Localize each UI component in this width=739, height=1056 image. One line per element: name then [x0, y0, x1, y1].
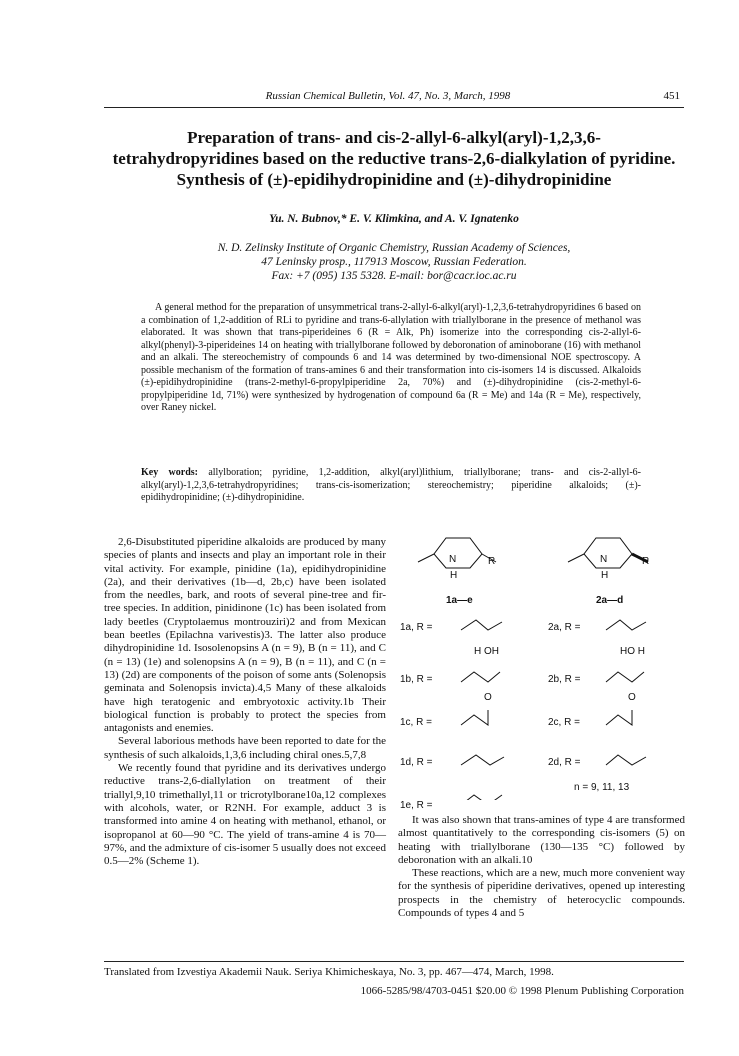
body-paragraph: 2,6-Disubstituted piperidine alkaloids are produced by many species of plants and insects and play an important role in their vital activity. For example, pinidine (1a), epidihydropinidine (2a), and their derivatives (1b—d, 2b,c) have been isolated from the needles, bark, and roots of several pine-tree and fir-tree species. In addition, pinidinone (1c) has been isolated from lady beetles (Cryptolaemus montrouziri)2 and from Mexican bean beetles (Epilachna varivestis)3. The latter also produce dihydropinidine 1d. Isosolenopsins A (n = 9), B (n = 11), and C (n = 13) (1e) and solenopsins A (n = 9), B (n = 11), and C (n = 13) (2d) are components of the poison of some ants (Solenopsis geminata and Solenopsis invicta).4,5 Many of these alkaloids have high teratogenic and embryotoxic activity.1b Their biological function is probably to protect the species from antagonists and enemies. [104, 536, 386, 735]
title-line-3: Synthesis of (±)-epidihydropinidine and (±)-dihydropinidine [176, 170, 612, 189]
running-header: Russian Chemical Bulletin, Vol. 47, No. 3, March, 1998 [265, 90, 511, 102]
entry-1b: 1b, R = [400, 674, 433, 685]
abstract-text: A general method for the preparation of unsymmetrical trans-2-allyl-6-alkyl(aryl)-1,2,3,6-tetrahydropyridines 6 based on a combination of 1,2-addition of RLi to pyridine and trans-6-allylation with triallylborane in the presence of methanol was elaborated. It was shown that trans-piperideines 6 (R = Alk, Ph) isomerize into the corresponding cis-2-allyl-6-alkyl(phenyl)-3-piperideines 14 on heating with triallylborane followed by deboronation of aminoborane (16) with methanol and an alkali. The stereochemistry of compounds 6 and 14 was determined by two-dimensional NOE spectroscopy. A possible mechanism of the formation of trans-amines 6 and their transformation into cis-isomers 14 is discussed. Alkaloids (±)-epidihydropinidine (trans-2-methyl-6-propylpiperidine 2a, 70%) and (±)-dihydropinidine (cis-2-methyl-6-propylpiperidine 1d, 71%) were synthesized by hydrogenation of compound 6a (R = Me) and 14a (R = Me), respectively, over Raney nickel. [141, 302, 641, 413]
entry-2d: 2d, R = [548, 757, 581, 768]
keywords [141, 467, 641, 505]
series-label-left: 1a—e [446, 595, 473, 606]
body-paragraph: Several laborious methods have been reported to date for the synthesis of such alkaloids,1,3,6 including chiral ones.5,7,8 [104, 735, 386, 761]
entry-2c: 2c, R = [548, 717, 580, 728]
body-column-right [398, 814, 685, 920]
entry-1e: 1e, R = [400, 800, 433, 811]
abstract [141, 302, 641, 415]
hydroxyl-label-right: HO H [620, 646, 645, 657]
series-label-right: 2a—d [596, 595, 624, 606]
piperidine-ring-left [434, 538, 482, 568]
nitrogen-label-left: N [449, 554, 457, 565]
affiliation-line-1: N. D. Zelinsky Institute of Organic Chemistry, Russian Academy of Sciences, [217, 242, 571, 254]
hydrogen-label-right: H [601, 570, 609, 581]
entry-2b: 2b, R = [548, 674, 581, 685]
authors: Yu. N. Bubnov,* E. V. Klimkina, and A. V. Ignatenko [269, 213, 519, 225]
affiliation-line-2: 47 Leninsky prosp., 117913 Moscow, Russian Federation. [261, 256, 527, 268]
r-label-left: R [488, 556, 496, 567]
r-label-right: R [642, 556, 650, 567]
body-column-left [104, 536, 386, 868]
hydroxyl-label-left: H OH [474, 646, 499, 657]
affiliation-line-3: Fax: +7 (095) 135 5328. E-mail: bor@cacr.ioc.ac.ru [271, 270, 517, 282]
chain-length-right: n = 9, 11, 13 [574, 782, 630, 793]
article-title [104, 127, 684, 190]
page-number: 451 [663, 90, 680, 102]
copyright-line: 1066-5285/98/4703-0451 $20.00 © 1998 Plenum Publishing Corporation [360, 985, 684, 997]
body-paragraph: We recently found that pyridine and its derivatives undergo reductive trans-2,6-diallylation on treatment of their triallyl,9,10 trimethallyl,11 or tricrotylborane10a,12 complexes with alcohols, water, or R2NH. For example, adduct 3 is transformed into amine 4 on heating with methanol, ethanol, or isopropanol at 60—90 °C. The yield of trans-amine 4 is 70—97%, and the admixture of cis-isomer 5 usually does not exceed 0.5—2% (Scheme 1). [104, 762, 386, 868]
hydrogen-label-left: H [450, 570, 458, 581]
piperidine-ring-right [584, 538, 632, 568]
oxygen-label-left: O [484, 692, 492, 703]
affiliation [104, 241, 684, 283]
alkaloid-structures-scheme [396, 520, 686, 800]
entry-1c: 1c, R = [400, 717, 432, 728]
nitrogen-label-right: N [600, 554, 608, 565]
footer-rule [104, 961, 684, 962]
keywords-text: allylboration; pyridine, 1,2-addition, alkyl(aryl)lithium, triallylborane; trans- and cis-2-allyl-6-alkyl(aryl)-1,2,3,6-tetrahydropyridines; trans-cis-isomerization; stereochemistry; piperidine alkaloids; (±)-epidihydropinidine; (±)-dihydropinidine. [141, 467, 641, 503]
keywords-label: Key words: [141, 467, 198, 478]
body-paragraph: These reactions, which are a new, much more convenient way for the synthesis of piperidine derivatives, opened up interesting prospects in the chemistry of heterocyclic compounds. Compounds of types 4 and 5 [398, 867, 685, 920]
title-line-1: Preparation of trans- and cis-2-allyl-6-alkyl(aryl)-1,2,3,6- [187, 128, 601, 147]
entry-1a: 1a, R = [400, 622, 433, 633]
entry-1d: 1d, R = [400, 757, 433, 768]
translation-note: Translated from Izvestiya Akademii Nauk. Seriya Khimicheskaya, No. 3, pp. 467—474, March, 1998. [104, 966, 554, 978]
body-paragraph: It was also shown that trans-amines of type 4 are transformed almost quantitatively to the corresponding cis-isomers (5) on heating with triallylborane (130—135 °C) followed by deboronation with an alkali.10 [398, 814, 685, 866]
header-rule [104, 107, 684, 108]
oxygen-label-right: O [628, 692, 636, 703]
title-line-2: tetrahydropyridines based on the reductive trans-2,6-dialkylation of pyridine. [112, 149, 676, 168]
entry-2a: 2a, R = [548, 622, 581, 633]
